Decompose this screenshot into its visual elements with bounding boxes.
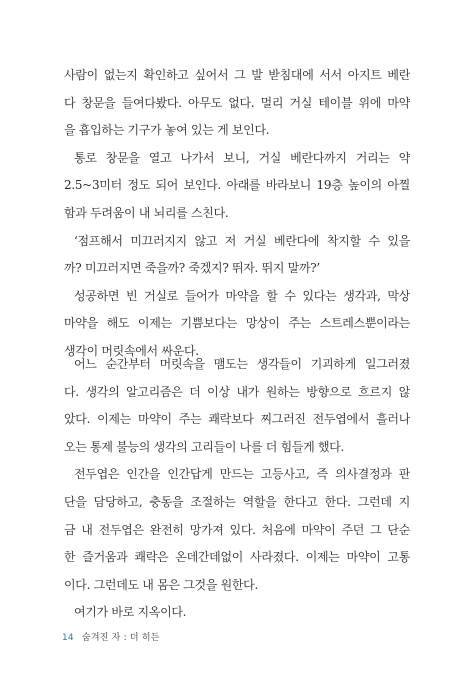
running-title: 숨겨진 자 : 더 히든 [81,633,160,643]
text-line: 여기가 바로 지옥이다. [74,605,187,620]
text-line: 이다. 그런데도 내 몸은 그것을 원한다. [64,577,258,592]
text-line: 생각이 머릿속에서 싸운다. [64,343,199,358]
page-footer [62,630,160,643]
page-number: 14 [62,633,74,643]
text-line: 다 창문을 들여다봤다. 아무도 없다. 멀리 거실 테이블 위에 마약 [64,95,410,110]
body-text-block-2 [64,351,410,627]
text-line: 함과 두려움이 내 뇌리를 스친다. [64,205,229,220]
text-line: 단을 담당하고, 충동을 조절하는 역할을 한다고 한다. 그런데 지 [64,494,410,509]
text-line: 2.5~3미터 정도 되어 보인다. 아래를 바라보니 19층 높이의 아찔 [64,178,410,193]
text-line: 마약을 해도 이제는 기쁨보다는 망상이 주는 스트레스뿐이라는 [64,316,410,331]
text-line: ‘점프해서 미끄러지지 않고 저 거실 베란다에 착지할 수 있을 [74,233,410,248]
text-line: 오는 통제 불능의 생각의 고리들이 나를 더 힘들게 했다. [64,439,345,454]
body-text-block-1 [64,62,410,366]
text-line: 을 흡입하는 기구가 놓여 있는 게 보인다. [64,123,270,138]
text-line: 다. 생각의 알고리즘은 더 이상 내가 원하는 방향으로 흐르지 않 [64,384,410,399]
text-line: 한 즐거움과 쾌락은 온데간데없이 사라졌다. 이제는 마약이 고통 [64,550,410,565]
text-line: 통로 창문을 열고 나가서 보니, 거실 베란다까지 거리는 약 [74,150,410,165]
text-line: 까? 미끄러지면 죽을까? 죽겠지? 뛰자. 뛰지 말까?’ [64,261,320,276]
text-line: 성공하면 빈 거실로 들어가 마약을 할 수 있다는 생각과, 막상 [74,288,410,303]
text-line: 았다. 이제는 마약이 주는 쾌락보다 찌그러진 전두엽에서 흘러나 [64,412,410,427]
text-line: 전두엽은 인간을 인간답게 만드는 고등사고, 즉 의사결정과 판 [74,467,410,482]
text-line: 사람이 없는지 확인하고 싶어서 그 발 받침대에 서서 아지트 베란 [64,68,410,82]
text-line: 금 내 전두엽은 완전히 망가져 있다. 처음에 마약이 주던 그 단순 [64,522,410,537]
text-line: 어느 순간부터 머릿속을 맴도는 생각들이 기괴하게 일그러졌 [74,357,410,371]
